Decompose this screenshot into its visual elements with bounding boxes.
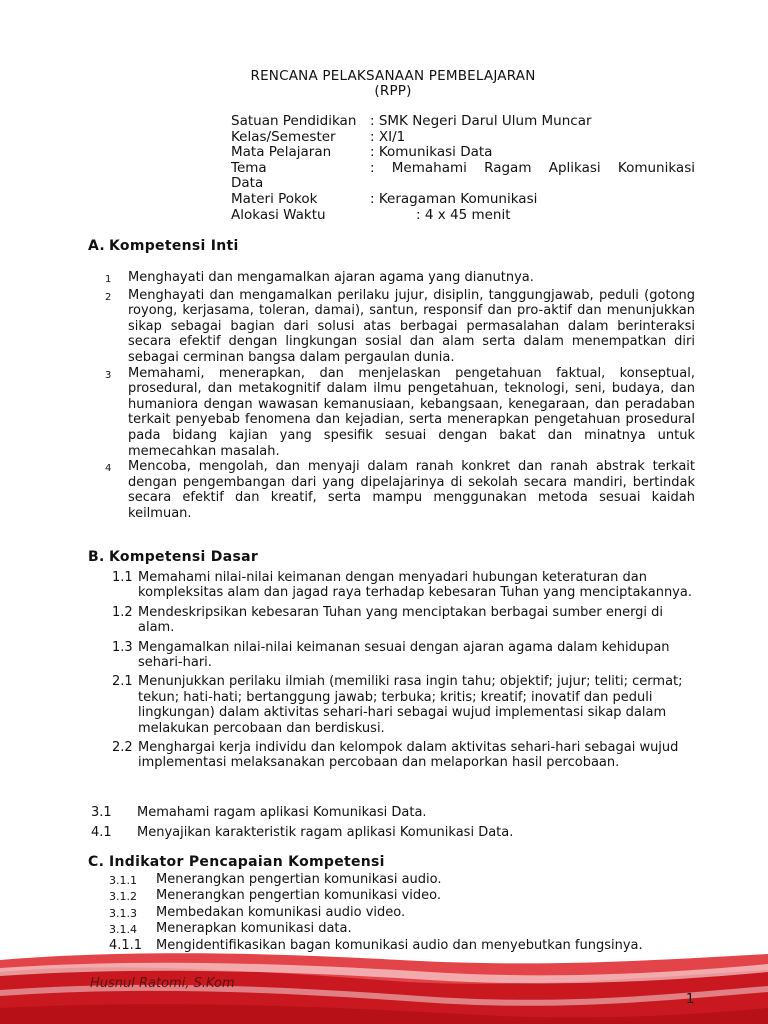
identity-block (231, 114, 695, 223)
list-item (105, 459, 695, 521)
meta-key: Mata Pelajaran (231, 144, 332, 161)
list-item (105, 270, 695, 288)
list-number: 4 (105, 463, 112, 475)
list-number: 1.3 (112, 639, 133, 655)
list-item (109, 921, 709, 937)
list-number: 3 (105, 369, 112, 381)
kompetensi-dasar-list-2 (91, 805, 695, 841)
meta-value (370, 176, 695, 192)
kompetensi-inti-list (105, 270, 695, 522)
meta-value: : Komunikasi Data (370, 144, 493, 161)
list-text: Memahami, menerapkan, dan menjelaskan pengetahuan faktual, konseptual, prosedural, dan metakognitif dalam ilmu pengetahuan, teknologi, seni, budaya, dan humaniora dengan wawasan kemanusiaan, kebangsaan, kenegaraan, dan peradaban terkait penyebab fenomena dan kejadian, serta menerapkan pengetahuan prosedural pada bidang kajian yang spesifik sesuai dengan bakat dan minatnya untuk memecahkan masalah. (128, 365, 695, 459)
list-number: 2.2 (112, 740, 133, 756)
list-item (105, 288, 695, 366)
meta-value: : Keragaman Komunikasi (370, 190, 538, 207)
list-item (112, 640, 695, 671)
list-number: 2 (105, 291, 112, 303)
meta-key: Kelas/Semester (231, 128, 336, 145)
section-title: Kompetensi Inti (109, 238, 239, 254)
list-text: Mencoba, mengolah, dan menyaji dalam ranah konkret dan ranah abstrak terkait dengan pengembangan dari yang dipelajarinya di sekolah secara mandiri, bertindak secara efektif dan kreatif, serta mampu menggunakan metoda sesuai kaidah keilmuan. (128, 459, 695, 521)
list-text: Menghayati dan mengamalkan perilaku jujur, disiplin, tanggungjawab, peduli (gotong royong, kerjasama, toleran, damai), santun, responsif dan pro-aktif dan menunjukkan sikap sebagai bagian dari solusi atas berbagai permasalahan dalam berinteraksi secara efektif dengan lingkungan sosial dan alam serta dalam menempatkan diri sebagai cerminan bangsa dalam pergaulan dunia. (128, 287, 695, 365)
list-number: 3.1.4 (109, 923, 137, 937)
list-number: 1.2 (112, 604, 133, 620)
document-title: RENCANA PELAKSANAAN PEMBELAJARAN (250, 68, 536, 84)
list-item (109, 888, 709, 904)
list-number: 3.1.2 (109, 890, 137, 904)
list-item (105, 366, 695, 460)
meta-row (231, 208, 695, 224)
meta-row (231, 161, 695, 177)
meta-row (231, 145, 695, 161)
list-number: 2.1 (112, 674, 133, 690)
list-text: Menyajikan karakteristik ragam aplikasi Komunikasi Data. (137, 825, 514, 841)
meta-row (231, 176, 695, 192)
list-item (112, 740, 695, 771)
footer-author: Husnul Ratomi, S.Kom (90, 976, 235, 991)
list-text: Menerangkan pengertian komunikasi audio. (156, 872, 442, 887)
list-item (91, 825, 695, 840)
meta-row (231, 130, 695, 146)
indikator-list (109, 872, 709, 953)
section-letter: B. (88, 549, 105, 565)
list-text: Membedakan komunikasi audio video. (156, 904, 406, 920)
list-item (109, 905, 709, 921)
list-text: Menunjukkan perilaku ilmiah (memiliki rasa ingin tahu; objektif; jujur; teliti; cermat; tekun; hati-hati; bertanggung jawab; terbuka; kritis; kreatif; inovatif dan peduli lingkungan) dalam aktivitas sehari-hari sebagai wujud implementasi sikap dalam melakukan percobaan dan berdiskusi. (138, 674, 683, 736)
list-number: 3.1.3 (109, 906, 137, 920)
section-heading-c (88, 854, 385, 870)
list-number: 1 (105, 274, 112, 285)
list-item (112, 605, 695, 636)
list-text: Menghargai kerja individu dan kelompok dalam aktivitas sehari-hari sebagai wujud implementasi melaksanakan percobaan dan melaporkan hasil percobaan. (138, 740, 679, 771)
section-letter: A. (88, 238, 106, 254)
meta-key: Data (231, 175, 264, 192)
meta-key: Alokasi Waktu (231, 206, 326, 223)
section-letter: C. (88, 854, 105, 870)
list-number: 3.1.1 (109, 874, 137, 887)
list-number: 1.1 (112, 570, 133, 585)
page-number: 1 (686, 992, 695, 1007)
meta-row (231, 114, 695, 130)
meta-value: : SMK Negeri Darul Ulum Muncar (370, 113, 592, 129)
list-text: Mengamalkan nilai-nilai keimanan sesuai dengan ajaran agama dalam kehidupan sehari-hari. (138, 639, 670, 671)
meta-key: Tema (231, 159, 267, 176)
meta-key: Satuan Pendidikan (231, 113, 357, 129)
section-heading-b (88, 549, 258, 565)
list-text: Memahami ragam aplikasi Komunikasi Data. (137, 805, 427, 820)
kompetensi-dasar-list (112, 570, 695, 771)
list-text: Mendeskripsikan kebesaran Tuhan yang menciptakan berbagai sumber energi di alam. (138, 604, 664, 636)
list-text: Mengidentifikasikan bagan komunikasi audio dan menyebutkan fungsinya. (156, 937, 643, 953)
meta-value: : XI/1 (370, 128, 406, 145)
section-title: Indikator Pencapaian Kompetensi (109, 854, 385, 870)
meta-value: : Memahami Ragam Aplikasi Komunikasi (370, 159, 695, 176)
list-item (91, 805, 695, 820)
list-text: Menghayati dan mengamalkan ajaran agama yang dianutnya. (128, 270, 534, 285)
section-heading-a (88, 238, 239, 254)
list-number: 4.1 (91, 825, 112, 841)
list-number: 4.1.1 (109, 937, 143, 953)
document-subtitle: (RPP) (374, 83, 412, 99)
meta-value: : 4 x 45 menit (416, 206, 511, 223)
meta-row (231, 192, 695, 208)
list-item (109, 872, 709, 888)
list-text: Memahami nilai-nilai keimanan dengan menyadari hubungan keteraturan dan kompleksitas alam dan jagad raya terhadap kebesaran Tuhan yang menciptakannya. (138, 570, 692, 601)
list-text: Menerangkan pengertian komunikasi video. (156, 888, 441, 904)
list-number: 3.1 (91, 805, 112, 820)
meta-key: Materi Pokok (231, 190, 318, 207)
list-text: Menerapkan komunikasi data. (156, 921, 352, 937)
section-title: Kompetensi Dasar (109, 549, 259, 565)
list-item (112, 570, 695, 601)
list-item (112, 674, 695, 736)
